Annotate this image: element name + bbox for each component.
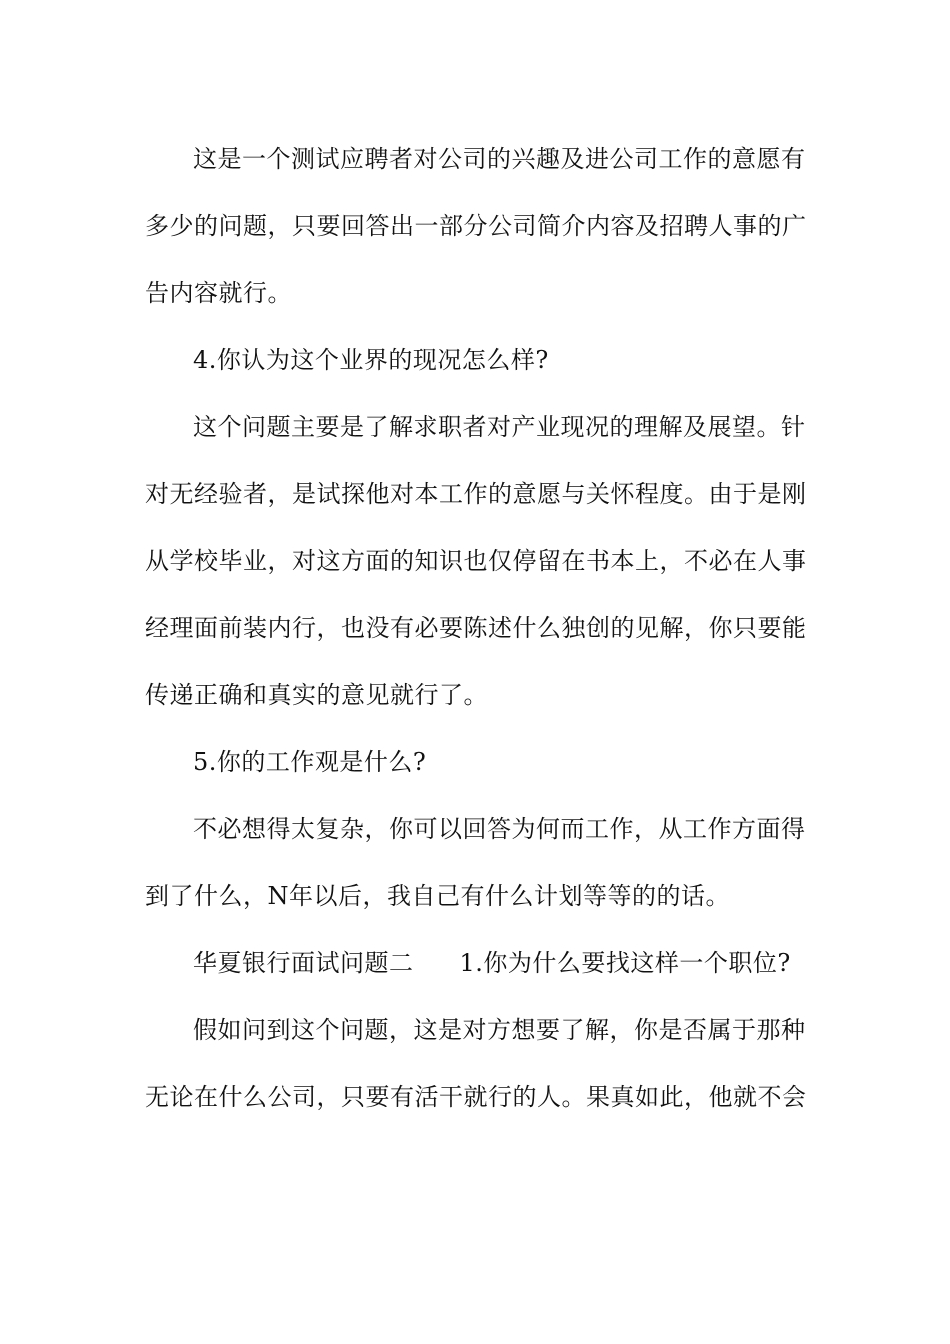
text-line: 从学校毕业，对这方面的知识也仅停留在书本上，不必在人事 [145,547,807,575]
text-line: 这是一个测试应聘者对公司的兴趣及进公司工作的意愿有 [193,145,806,173]
text-line: 告内容就行。 [145,279,292,307]
question-heading: 4.你认为这个业界的现况怎么样? [193,346,549,374]
text-line: 到了什么，N年以后，我自己有什么计划等等的的话。 [145,882,730,910]
text-line: 经理面前装内行，也没有必要陈述什么独创的见解，你只要能 [145,614,807,642]
question-heading: 5.你的工作观是什么? [193,748,427,776]
text-line: 对无经验者，是试探他对本工作的意愿与关怀程度。由于是刚 [145,480,807,508]
text-line: 这个问题主要是了解求职者对产业现况的理解及展望。针 [193,413,806,441]
section-title: 华夏银行面试问题二 [193,949,414,977]
document-body [145,126,805,1131]
text-line: 多少的问题，只要回答出一部分公司简介内容及招聘人事的广 [145,212,807,240]
text-line: 假如问到这个问题，这是对方想要了解，你是否属于那种 [193,1016,806,1044]
section-heading-line [145,930,805,997]
text-line: 无论在什么公司，只要有活干就行的人。果真如此，他就不会 [145,1083,807,1111]
text-line: 传递正确和真实的意见就行了。 [145,681,488,709]
text-line: 不必想得太复杂，你可以回答为何而工作，从工作方面得 [193,815,806,843]
question-heading: 1.你为什么要找这样一个职位? [459,949,791,977]
